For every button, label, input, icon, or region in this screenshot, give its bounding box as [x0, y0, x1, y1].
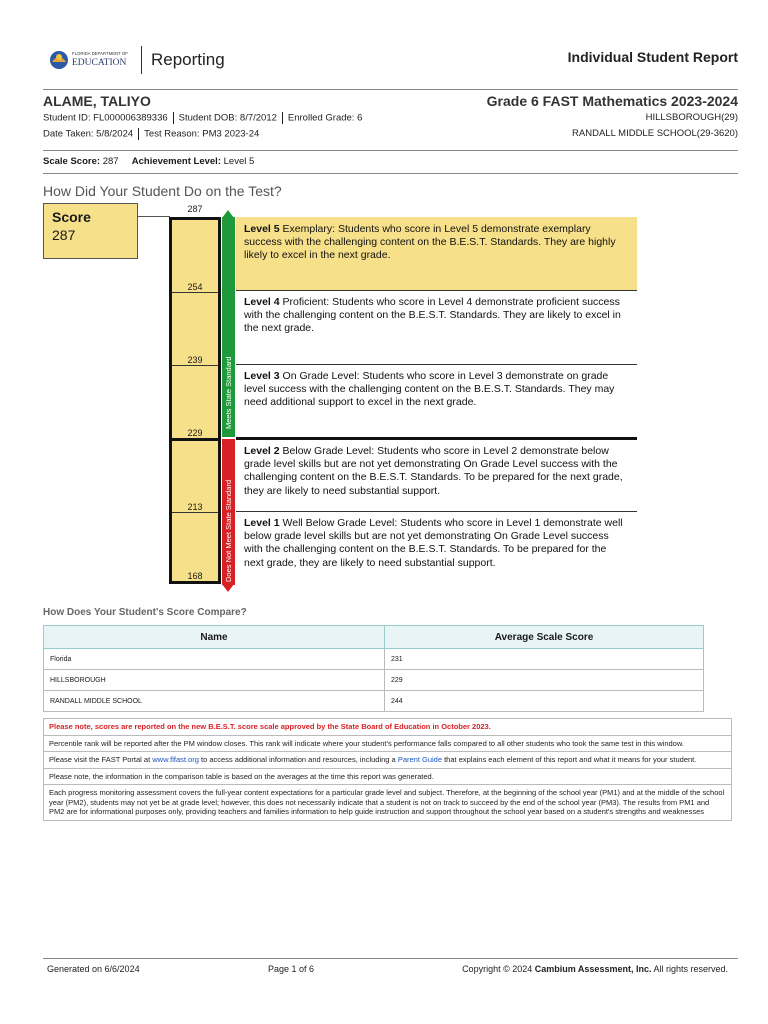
level-4-text: Students who score in Level 4 demonstrate proficient success with the challenging content on the B.E.S.T. Standards. They are likely to excel in the next grade.	[244, 296, 621, 335]
student-grade: Enrolled Grade: 6	[287, 112, 363, 124]
level-2-description	[236, 439, 637, 511]
level-1-description	[236, 511, 637, 585]
student-meta-row1	[43, 112, 362, 124]
score-box-value: 287	[52, 227, 76, 243]
test-name: Grade 6 FAST Mathematics 2023-2024	[486, 93, 738, 109]
notes	[43, 718, 732, 821]
level-5-text: Students who score in Level 5 demonstrate exemplary success with the challenging content on the B.E.S.T. Standards. They are highly likely to excel in the next grade.	[244, 223, 616, 262]
note-portal-post: that explains each element of this report and what it means for your student.	[442, 755, 697, 764]
table-row	[44, 649, 704, 670]
logo-separator	[141, 46, 142, 74]
scale-tick-standard	[172, 438, 218, 441]
test-reason: Test Reason: PM3 2023-24	[144, 128, 260, 140]
note-score-scale: Please note, scores are reported on the new B.E.S.T. score scale approved by the State Board of Education in October 2023.	[43, 718, 732, 736]
summary-divider	[43, 173, 738, 174]
level-4-name: Level 4	[244, 296, 280, 308]
level-2-name: Level 2	[244, 445, 280, 457]
logo-line2: EDUCATION	[72, 58, 127, 68]
header-divider	[43, 89, 738, 90]
school: RANDALL MIDDLE SCHOOL(29-3620)	[572, 128, 738, 139]
note-portal-mid: to access additional information and resources, including a	[198, 755, 398, 764]
level-2-text: Students who score in Level 2 demonstrate below grade level skills but are not yet demonstrating On Grade Level success with the challenging content on the B.E.S.T. Standards. To be prepared for the next grade, they are likely to need substantial support.	[244, 445, 623, 497]
level-3-title: On Grade Level:	[282, 370, 360, 382]
achievement-value: Level 5	[223, 156, 255, 167]
footer-divider	[43, 958, 738, 959]
fdoe-logo	[48, 44, 138, 76]
cut-score-213: 213	[187, 502, 203, 512]
compare-col-score: Average Scale Score	[385, 626, 704, 649]
scale-top-score: 287	[187, 204, 203, 214]
level-3-text: Students who score in Level 3 demonstrate on grade level success with the challenging content on the B.E.S.T. Standards. They may need additional support to excel in the next grade.	[244, 370, 615, 409]
company-name: Cambium Assessment, Inc.	[534, 964, 652, 974]
score-connector	[138, 216, 170, 217]
level-3-description	[236, 364, 637, 438]
copyright-post: All rights reserved.	[651, 964, 728, 974]
not-meets-standard-bar	[222, 439, 235, 585]
level-5-name: Level 5	[244, 223, 280, 235]
score-summary	[43, 156, 254, 167]
report-title: Individual Student Report	[567, 49, 738, 65]
app-title: Reporting	[151, 50, 225, 69]
level-1-name: Level 1	[244, 517, 280, 529]
note-portal	[43, 752, 732, 769]
level-1-text: Students who score in Level 1 demonstrate well below grade level skills but are not yet demonstrating On Grade Level success with the challenging content on the B.E.S.T. Standards. To be prepared for the next grade, they are likely to need substantial support.	[244, 517, 623, 569]
score-box	[43, 203, 138, 259]
level-4-title: Proficient:	[282, 296, 330, 308]
parent-guide-link[interactable]: Parent Guide	[397, 755, 443, 764]
student-meta-row2	[43, 128, 259, 140]
generated-date: Generated on 6/6/2024	[47, 964, 140, 974]
compare-row-score: 244	[385, 691, 704, 712]
level-5-description	[236, 217, 637, 290]
meets-standard-label: Meets State Standard	[224, 356, 233, 429]
scale-tick	[172, 292, 218, 293]
level-3-name: Level 3	[244, 370, 280, 382]
score-scale	[169, 217, 221, 584]
table-row	[44, 691, 704, 712]
student-name: ALAME, TALIYO	[43, 93, 151, 109]
cut-score-229: 229	[187, 428, 203, 438]
arrow-down-icon	[222, 584, 234, 592]
section-heading: How Did Your Student Do on the Test?	[43, 183, 282, 199]
scale-score-value: 287	[102, 156, 119, 167]
level-2-title: Below Grade Level:	[282, 445, 375, 457]
level-4-description	[236, 290, 637, 364]
achievement-label: Achievement Level:	[131, 156, 221, 167]
compare-row-name: RANDALL MIDDLE SCHOOL	[44, 691, 385, 712]
scale-tick	[172, 512, 218, 513]
level-5-title: Exemplary:	[282, 223, 336, 235]
cut-score-168: 168	[187, 571, 203, 581]
district: HILLSBOROUGH(29)	[645, 112, 738, 123]
compare-row-name: Florida	[44, 649, 385, 670]
info-divider	[43, 150, 738, 151]
date-taken: Date Taken: 5/8/2024	[43, 128, 134, 140]
meets-standard-bar	[222, 217, 235, 437]
compare-row-score: 229	[385, 670, 704, 691]
table-row	[44, 670, 704, 691]
compare-table	[43, 625, 704, 712]
note-percentile: Percentile rank will be reported after the PM window closes. This rank will indicate where your student's performance falls compared to all other students who took the same test in this window.	[43, 736, 732, 753]
compare-row-score: 231	[385, 649, 704, 670]
copyright	[462, 964, 728, 974]
flfast-link[interactable]: www.flfast.org	[152, 755, 199, 764]
cut-score-239: 239	[187, 355, 203, 365]
logo-line1: FLORIDA DEPARTMENT OF	[72, 51, 128, 56]
level-1-title: Well Below Grade Level:	[282, 517, 398, 529]
score-box-label: Score	[52, 209, 91, 225]
compare-row-name: HILLSBOROUGH	[44, 670, 385, 691]
note-portal-pre: Please visit the FAST Portal at	[49, 755, 153, 764]
student-dob: Student DOB: 8/7/2012	[178, 112, 277, 124]
page-number: Page 1 of 6	[268, 964, 315, 974]
note-comparison: Please note, the information in the comparison table is based on the averages at the time this report was generated.	[43, 769, 732, 786]
compare-heading: How Does Your Student's Score Compare?	[43, 607, 247, 618]
note-progress-monitoring: Each progress monitoring assessment covers the full-year content expectations for a particular grade level and subject. Therefore, at the beginning of the school year (PM1) and at the middle of the school year (PM2), students may not yet be at grade level; however, this does not necessarily indicate that a student is not on track to succeed by the end of the school year (PM3). The results from PM1 and PM2 are for informational purposes only, providing teachers and families information to help guide instruction and support throughout the school year based on a student's strengths and weaknesses	[43, 785, 732, 821]
cut-score-254: 254	[187, 282, 203, 292]
scale-score-label: Scale Score:	[43, 156, 101, 167]
scale-tick	[172, 365, 218, 366]
copyright-pre: Copyright © 2024	[462, 964, 535, 974]
compare-col-name: Name	[44, 626, 385, 649]
not-meets-standard-label: Does Not Meet State Standard	[224, 479, 233, 582]
student-id: Student ID: FL000006389336	[43, 112, 168, 124]
